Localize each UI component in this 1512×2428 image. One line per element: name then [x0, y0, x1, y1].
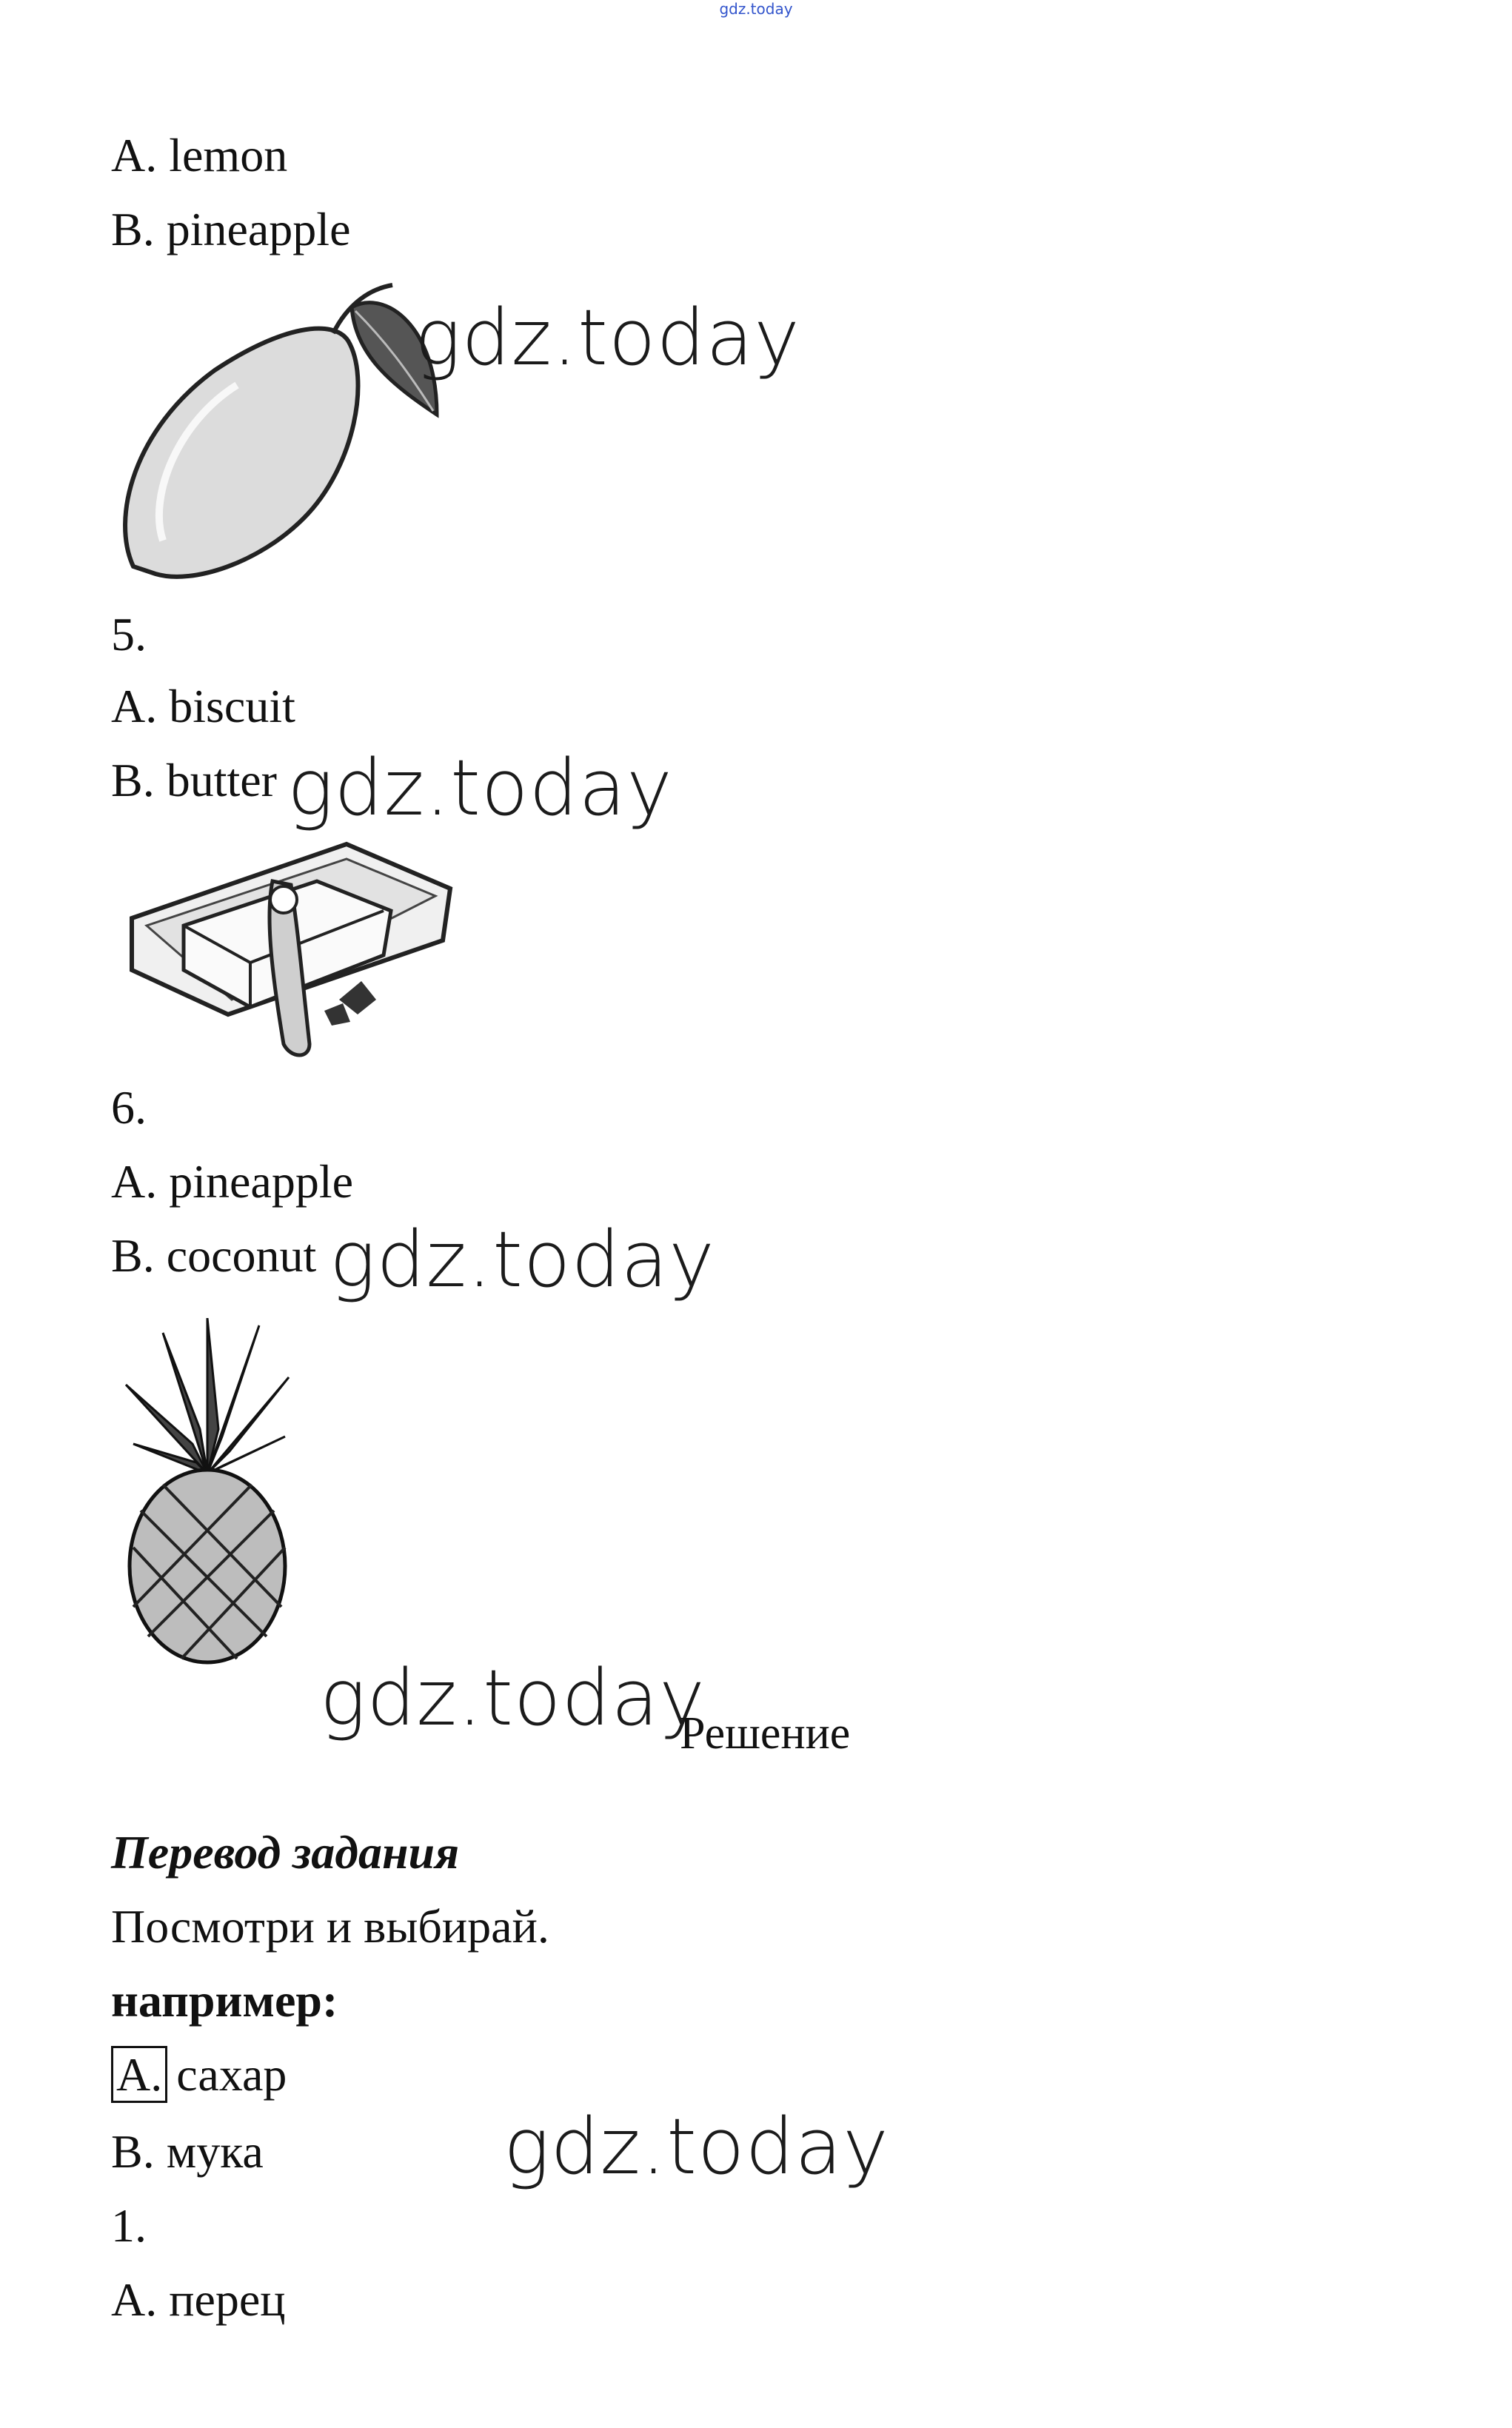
top-watermark: gdz.today — [719, 0, 793, 18]
q6-option-b: B. coconut — [111, 1229, 317, 1282]
watermark: gdz.today — [415, 292, 800, 383]
solution-label: Решение — [680, 1708, 851, 1759]
q6-option-a: A. pineapple — [111, 1155, 353, 1208]
q5-option-a: A. biscuit — [111, 680, 295, 732]
butter-illustration — [124, 829, 458, 1077]
q5-option-b: B. butter — [111, 754, 277, 806]
watermark: gdz.today — [287, 743, 673, 833]
example-option-b: B. мука — [111, 2125, 264, 2178]
q4-option-b: B. pineapple — [111, 203, 351, 255]
watermark: gdz.today — [504, 2101, 889, 2192]
q4-option-a: A. lemon — [111, 129, 288, 181]
q1-number: 1. — [111, 2199, 147, 2252]
example-label: например: — [111, 1974, 338, 2027]
translation-instruction: Посмотри и выбирай. — [111, 1900, 549, 1953]
lemon-illustration — [111, 274, 452, 589]
q5-number: 5. — [111, 608, 147, 660]
watermark: gdz.today — [320, 1653, 706, 1743]
q6-number: 6. — [111, 1081, 147, 1134]
example-answer-box: A. — [111, 2046, 167, 2103]
example-option-a — [111, 2048, 287, 2101]
q1-option-a: A. перец — [111, 2273, 286, 2326]
example-option-a-word: сахар — [176, 2048, 287, 2101]
watermark: gdz.today — [330, 1214, 715, 1305]
pineapple-illustration — [118, 1318, 296, 1670]
translation-heading: Перевод задания — [111, 1826, 460, 1879]
